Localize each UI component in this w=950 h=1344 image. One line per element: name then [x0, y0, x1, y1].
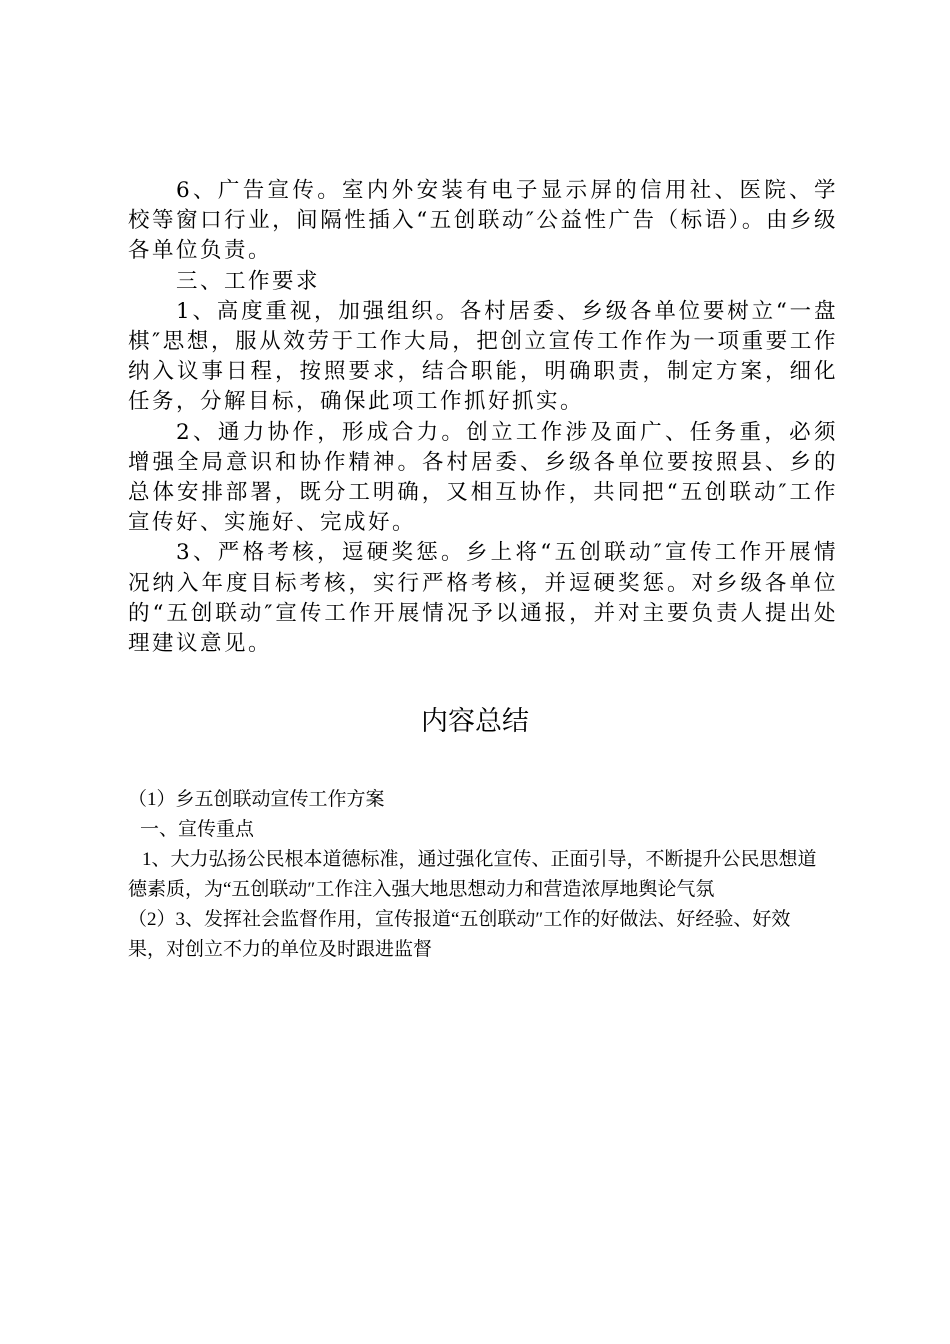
paragraph-requirement-3: 3、严格考核，逗硬奖惩。乡上将“五创联动″宣传工作开展情况纳入年度目标考核，实行严格考核，并逗硬奖惩。对乡级各单位的“五创联动″宣传工作开展情况予以通报，并对主要负责人提出处理建议意见。: [128, 540, 838, 657]
summary-item-2: 一、宣传重点: [140, 819, 255, 840]
paragraph-ad-publicity: 6、广告宣传。室内外安装有电子显示屏的信用社、医院、学校等窗口行业，间隔性插入“五创联动″公益性广告（标语）。由乡级各单位负责。: [128, 178, 838, 264]
document-body: [128, 176, 838, 659]
summary-item-1: （1）乡五创联动宣传工作方案: [128, 789, 385, 810]
summary-item-3: 1、大力弘扬公民根本道德标准，通过强化宣传、正面引导，不断提升公民思想道德素质，为“五创联动″工作注入强大地思想动力和营造浓厚地舆论气氛: [128, 849, 817, 900]
summary-item-4: （2）3、发挥社会监督作用，宣传报道“五创联动″工作的好做法、好经验、好效果，对创立不力的单位及时跟进监督: [128, 909, 791, 960]
paragraph-requirement-2: 2、通力协作，形成合力。创立工作涉及面广、任务重，必须增强全局意识和协作精神。各村居委、乡级各单位要按照县、乡的总体安排部署，既分工明确，又相互协作，共同把“五创联动″工作宣传好、实施好、完成好。: [128, 419, 838, 536]
summary-title: 内容总结: [421, 706, 529, 736]
summary-body: [128, 785, 828, 965]
section-heading-work-requirements: 三、工作要求: [176, 268, 321, 294]
paragraph-requirement-1: 1、高度重视，加强组织。各村居委、乡级各单位要树立“一盘棋″思想，服从效劳于工作大局，把创立宣传工作作为一项重要工作纳入议事日程，按照要求，结合职能，明确职责，制定方案，细化任务，分解目标，确保此项工作抓好抓实。: [128, 298, 838, 415]
